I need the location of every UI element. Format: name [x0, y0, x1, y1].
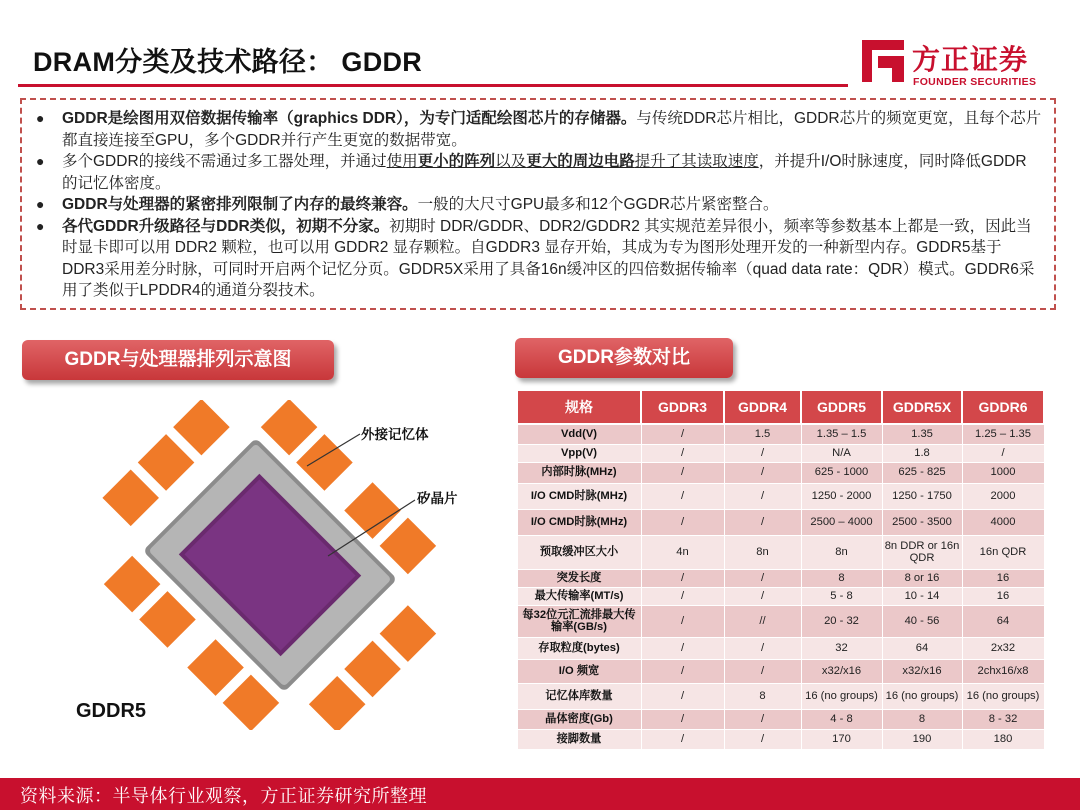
row-header-cell: 每32位元汇流排最大传输率(GB/s) [517, 605, 641, 637]
table-cell: / [724, 569, 801, 587]
table-cell: 1.5 [724, 424, 801, 444]
row-header-cell: I/O CMD时脉(MHz) [517, 483, 641, 509]
memory-chip [223, 675, 280, 730]
bullet-text: 多个GDDR的接线不需通过多工器处理，并通过 [62, 153, 387, 170]
table-row [517, 709, 1044, 729]
logo-mark-icon [862, 40, 904, 82]
table-cell: / [641, 709, 724, 729]
section-title-diagram: GDDR与处理器排列示意图 [22, 340, 334, 380]
table-row [517, 535, 1044, 569]
table-cell: 64 [962, 605, 1044, 637]
table-cell: 8 [882, 709, 962, 729]
table-cell: / [641, 683, 724, 709]
logo-chinese-name: 方正证券 [912, 44, 1029, 75]
table-cell: 2x32 [962, 637, 1044, 659]
table-cell: 4 - 8 [801, 709, 882, 729]
bullet-item [34, 108, 1042, 151]
table-row [517, 424, 1044, 444]
table-row [517, 683, 1044, 709]
table-cell: / [641, 509, 724, 535]
table-cell: / [724, 444, 801, 462]
bullet-text: ，并提升I/O时脉速度，同时降低GDDR的记忆体密度。 [62, 153, 1027, 192]
table-row [517, 462, 1044, 483]
row-header-cell: 最大传输率(MT/s) [517, 587, 641, 605]
row-header-cell: Vdd(V) [517, 424, 641, 444]
table-row [517, 659, 1044, 683]
table-cell: / [724, 637, 801, 659]
memory-chip [296, 434, 353, 491]
row-header-cell: 接脚数量 [517, 729, 641, 749]
table-cell: 1.8 [882, 444, 962, 462]
column-header: GDDR3 [641, 390, 724, 424]
table-cell: 20 - 32 [801, 605, 882, 637]
table-cell: 5 - 8 [801, 587, 882, 605]
table-cell: 4000 [962, 509, 1044, 535]
row-header-cell: 记忆体库数量 [517, 683, 641, 709]
column-header: GDDR4 [724, 390, 801, 424]
table-cell: x32/x16 [801, 659, 882, 683]
bullet-bold-text: 各代GDDR升级路径与DDR类似，初期不分家。 [62, 217, 390, 235]
memory-chip [173, 400, 230, 455]
table-cell: 1250 - 2000 [801, 483, 882, 509]
table-cell: / [641, 729, 724, 749]
label-external-memory: 外接记忆体 [361, 427, 429, 442]
table-row [517, 587, 1044, 605]
table-cell: / [641, 569, 724, 587]
table-cell: 1.35 – 1.5 [801, 424, 882, 444]
table-cell: / [724, 587, 801, 605]
gddr-layout-diagram [60, 400, 480, 730]
table-cell: 8n DDR or 16n QDR [882, 535, 962, 569]
table-cell: 1.35 [882, 424, 962, 444]
source-note: 资料来源：半导体行业观察，方正证券研究所整理 [20, 786, 427, 806]
company-logo [858, 34, 1058, 98]
table-cell: 180 [962, 729, 1044, 749]
row-header-cell: I/O CMD时脉(MHz) [517, 509, 641, 535]
memory-chip [344, 482, 401, 539]
table-cell: 8n [724, 535, 801, 569]
table-cell: 190 [882, 729, 962, 749]
bullet-dot-icon: ● [36, 153, 45, 169]
column-header: GDDR6 [962, 390, 1044, 424]
table-cell: 2500 - 3500 [882, 509, 962, 535]
table-row [517, 637, 1044, 659]
table-cell: / [641, 483, 724, 509]
table-cell: / [724, 729, 801, 749]
table-cell: 2000 [962, 483, 1044, 509]
memory-chip [102, 470, 159, 527]
section-title-table: GDDR参数对比 [515, 338, 733, 378]
bullet-text: 一般的大尺寸GPU最多和12个GGDR芯片紧密整合。 [417, 196, 779, 213]
bullet-underlined-text: 以及 [495, 153, 527, 170]
memory-chip [309, 676, 366, 730]
summary-box [20, 98, 1056, 310]
parameter-table [516, 389, 1045, 750]
table-cell: 625 - 825 [882, 462, 962, 483]
table-cell: 16 [962, 569, 1044, 587]
table-cell: 1.25 – 1.35 [962, 424, 1044, 444]
bullet-dot-icon: ● [36, 110, 45, 126]
table-cell: / [724, 709, 801, 729]
table-cell: / [641, 424, 724, 444]
bullet-text: 与传统DDR芯片相比，GDDR芯片的频宽更宽，且每个芯片都直接连接至GPU，多个GDDR并行产生更宽的数据带宽。 [62, 110, 1042, 149]
table-cell: 8 - 32 [962, 709, 1044, 729]
row-header-cell: 预取缓冲区大小 [517, 535, 641, 569]
bullet-bold-text: GDDR是绘图用双倍数据传输率（graphics DDR），为专门适配绘图芯片的存储器。 [62, 110, 637, 127]
column-header: GDDR5 [801, 390, 882, 424]
table-header-row [517, 390, 1044, 424]
table-cell: N/A [801, 444, 882, 462]
memory-chip [187, 639, 244, 696]
memory-chip [380, 605, 437, 662]
table-cell: 4n [641, 535, 724, 569]
table-row [517, 444, 1044, 462]
parameter-table-container [516, 389, 1043, 762]
bullet-item [34, 194, 1042, 216]
memory-chip [261, 400, 318, 455]
table-cell: 625 - 1000 [801, 462, 882, 483]
table-cell: 2500 – 4000 [801, 509, 882, 535]
table-cell: 32 [801, 637, 882, 659]
table-row [517, 605, 1044, 637]
table-cell: 10 - 14 [882, 587, 962, 605]
table-cell: 170 [801, 729, 882, 749]
table-cell: / [724, 659, 801, 683]
table-cell: / [641, 659, 724, 683]
table-cell: 16 (no groups) [882, 683, 962, 709]
table-cell: 16 [962, 587, 1044, 605]
bullet-item [34, 216, 1042, 302]
row-header-cell: 内部时脉(MHz) [517, 462, 641, 483]
row-header-cell: 存取粒度(bytes) [517, 637, 641, 659]
table-cell: // [724, 605, 801, 637]
table-cell: / [641, 605, 724, 637]
row-header-cell: 晶体密度(Gb) [517, 709, 641, 729]
bullet-bold-text: GDDR与处理器的紧密排列限制了内存的最终兼容。 [62, 196, 418, 213]
table-cell: / [641, 587, 724, 605]
table-cell: 8n [801, 535, 882, 569]
table-cell: 1000 [962, 462, 1044, 483]
table-cell: 1250 - 1750 [882, 483, 962, 509]
table-cell: / [641, 462, 724, 483]
table-cell: x32/x16 [882, 659, 962, 683]
bullet-item [34, 151, 1042, 194]
logo-english-name: FOUNDER SECURITIES [913, 76, 1037, 88]
row-header-cell: 突发长度 [517, 569, 641, 587]
bullet-dot-icon: ● [36, 196, 45, 212]
memory-chip [138, 434, 195, 491]
table-cell: / [641, 637, 724, 659]
bullet-bold-text: 更小的阵列 [417, 153, 496, 170]
table-cell: 2chx16/x8 [962, 659, 1044, 683]
column-header: 规格 [517, 390, 641, 424]
table-cell: 16n QDR [962, 535, 1044, 569]
table-cell: / [724, 509, 801, 535]
table-cell: 64 [882, 637, 962, 659]
table-cell: 8 or 16 [882, 569, 962, 587]
footer-bar [0, 778, 1080, 810]
table-cell: 8 [724, 683, 801, 709]
row-header-cell: I/O 频宽 [517, 659, 641, 683]
bullet-underlined-text: 提升了其读取速度 [634, 153, 759, 170]
page-title: DRAM分类及技术路径： GDDR [33, 47, 423, 77]
title-underline [18, 84, 848, 87]
label-silicon-die: 矽晶片 [417, 491, 458, 506]
bullet-underlined-text: 使用 [386, 153, 418, 170]
column-header: GDDR5X [882, 390, 962, 424]
bullet-dot-icon: ● [36, 217, 45, 234]
table-cell: 16 (no groups) [801, 683, 882, 709]
memory-chip [380, 518, 437, 575]
table-row [517, 729, 1044, 749]
memory-chip [344, 641, 401, 698]
table-cell: 8 [801, 569, 882, 587]
table-cell: 40 - 56 [882, 605, 962, 637]
table-cell: / [641, 444, 724, 462]
memory-chip [104, 556, 161, 613]
bullet-bold-text: 更大的周边电路 [526, 153, 635, 170]
table-cell: / [724, 462, 801, 483]
row-header-cell: Vpp(V) [517, 444, 641, 462]
table-cell: / [724, 483, 801, 509]
bullet-text: 初期时 DDR/GDDR、DDR2/GDDR2 其实规范差异很小，频率等参数基本上都是一致，因此当时显卡即可以用 DDR2 颗粒，也可以用 GDDR2 显存颗粒。自GDDR3 显存开始，其成为专为图形处理开发的一种新型内存。GDDR5基于DDR3采用差分时脉，可同时开启两个记忆分页。GDDR5X采用了具备16n缓冲区的四倍数据传输率（quad data rate：QDR）模式。GDDR6采用了类似于LPDDR4的通道分裂技术。 [62, 217, 1035, 299]
label-model: GDDR5 [76, 700, 147, 722]
table-row [517, 569, 1044, 587]
table-cell: / [962, 444, 1044, 462]
table-row [517, 509, 1044, 535]
memory-chip [139, 591, 196, 648]
table-row [517, 483, 1044, 509]
table-cell: 16 (no groups) [962, 683, 1044, 709]
